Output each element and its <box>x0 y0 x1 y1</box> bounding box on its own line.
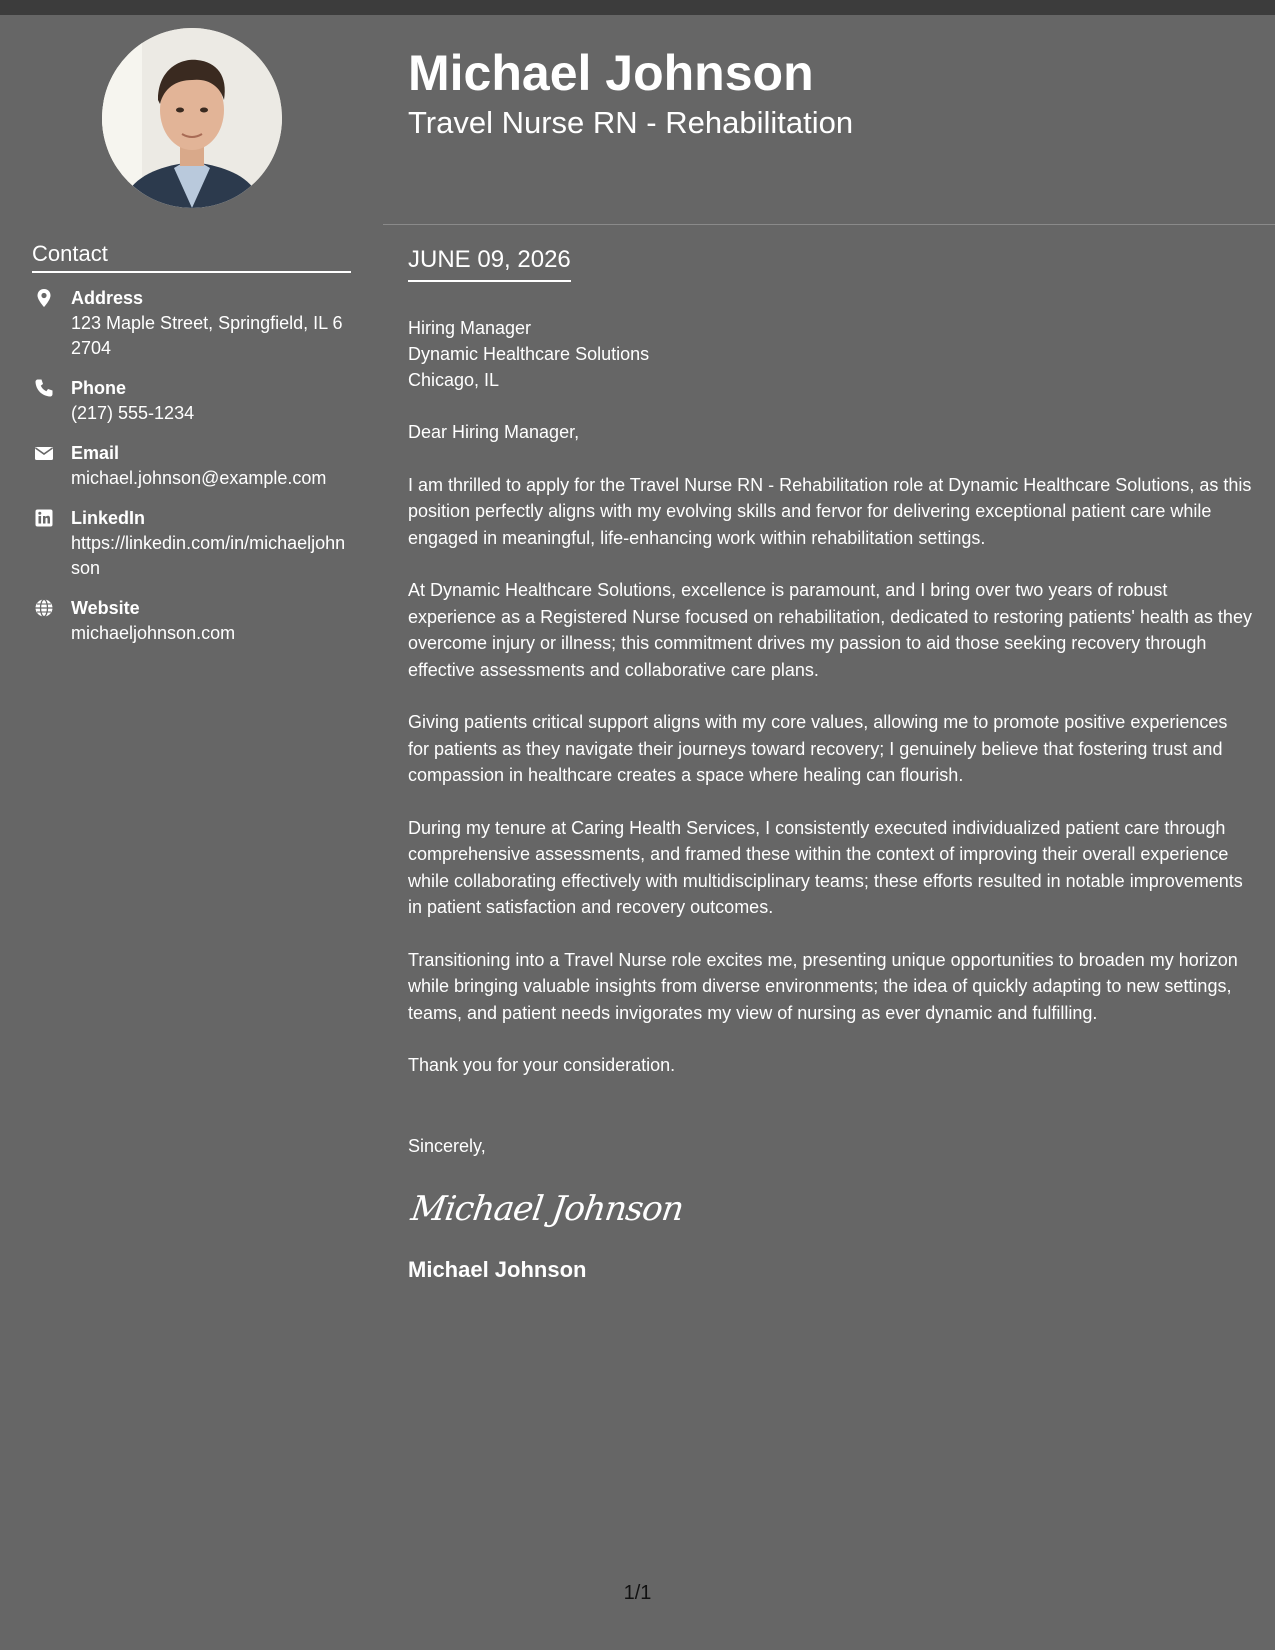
recipient-block <box>408 315 1253 393</box>
linkedin-value[interactable]: https://linkedin.com/in/michaeljohnson <box>71 533 346 578</box>
letter-date: JUNE 09, 2026 <box>408 243 571 282</box>
email-value[interactable]: michael.johnson@example.com <box>71 468 327 488</box>
page-number: 1/1 <box>623 1582 652 1604</box>
contact-item-linkedin <box>32 506 352 581</box>
paragraph: Transitioning into a Travel Nurse role excites me, presenting unique opportunities to broaden my horizon while bringing valuable insights from diverse environments; the idea of quickly adapting to new settings, teams, and patient needs invigorates my view of nursing as ever dynamic and fulfilling. <box>408 949 1238 1023</box>
contact-item-website <box>32 596 352 646</box>
paragraph: Giving patients critical support aligns with my core values, allowing me to promote positive experiences for patients as they navigate their journeys toward recovery; I genuinely believe that fostering trust and compassion in healthcare creates a space where healing can flourish. <box>408 712 1228 785</box>
contact-heading: Contact <box>32 241 351 273</box>
phone-value: (217) 555-1234 <box>71 403 195 423</box>
letter-body <box>408 315 1253 1285</box>
contact-label: LinkedIn <box>71 508 146 528</box>
top-bar <box>0 0 1275 15</box>
envelope-icon <box>34 443 54 463</box>
signer-name: Michael Johnson <box>408 1257 587 1282</box>
contact-label: Email <box>71 443 120 463</box>
contact-item-email <box>32 441 352 491</box>
recipient-line: Hiring Manager <box>408 318 532 338</box>
applicant-name: Michael Johnson <box>408 45 814 101</box>
linkedin-icon <box>34 508 54 528</box>
contact-item-address <box>32 286 352 361</box>
salutation: Dear Hiring Manager, <box>408 422 580 442</box>
avatar <box>102 28 282 208</box>
paragraph: At Dynamic Healthcare Solutions, excellence is paramount, and I bring over two years of robust experience as a Registered Nurse focused on rehabilitation, dedicated to restoring patients' health as they overcome injury or illness; this commitment drives my passion to aid those seeking recovery through effective assessments and collaborative care plans. <box>408 580 1252 680</box>
map-pin-icon <box>34 288 54 308</box>
recipient-line: Chicago, IL <box>408 370 500 390</box>
thank-you-line: Thank you for your consideration. <box>408 1055 676 1075</box>
phone-icon <box>34 378 54 398</box>
header-divider <box>383 224 1275 225</box>
contact-label: Phone <box>71 378 127 398</box>
contact-list <box>32 286 352 661</box>
globe-icon <box>34 598 54 618</box>
contact-item-phone <box>32 376 352 426</box>
website-value[interactable]: michaeljohnson.com <box>71 623 236 643</box>
cover-letter-page <box>0 15 1275 1650</box>
paragraph: During my tenure at Caring Health Services, I consistently executed individualized patient care through comprehensive assessments, and framed these within the context of improving their overall experience while collaborating effectively with multidisciplinary teams; these efforts resulted in notable improvements in patient satisfaction and recovery outcomes. <box>408 817 1243 917</box>
contact-label: Website <box>71 598 140 618</box>
closing: Sincerely, <box>408 1135 486 1156</box>
address-value: 123 Maple Street, Springfield, IL 62704 <box>71 313 343 358</box>
signature: Michael Johnson <box>408 1189 686 1229</box>
job-title: Travel Nurse RN - Rehabilitation <box>408 105 854 140</box>
paragraph: I am thrilled to apply for the Travel Nurse RN - Rehabilitation role at Dynamic Healthcare Solutions, as this position perfectly aligns with my evolving skills and fervor for delivering exceptional patient care while engaged in meaningful, life-enhancing work within rehabilitation settings. <box>408 474 1252 548</box>
contact-label: Address <box>71 288 144 308</box>
recipient-line: Dynamic Healthcare Solutions <box>408 344 650 364</box>
